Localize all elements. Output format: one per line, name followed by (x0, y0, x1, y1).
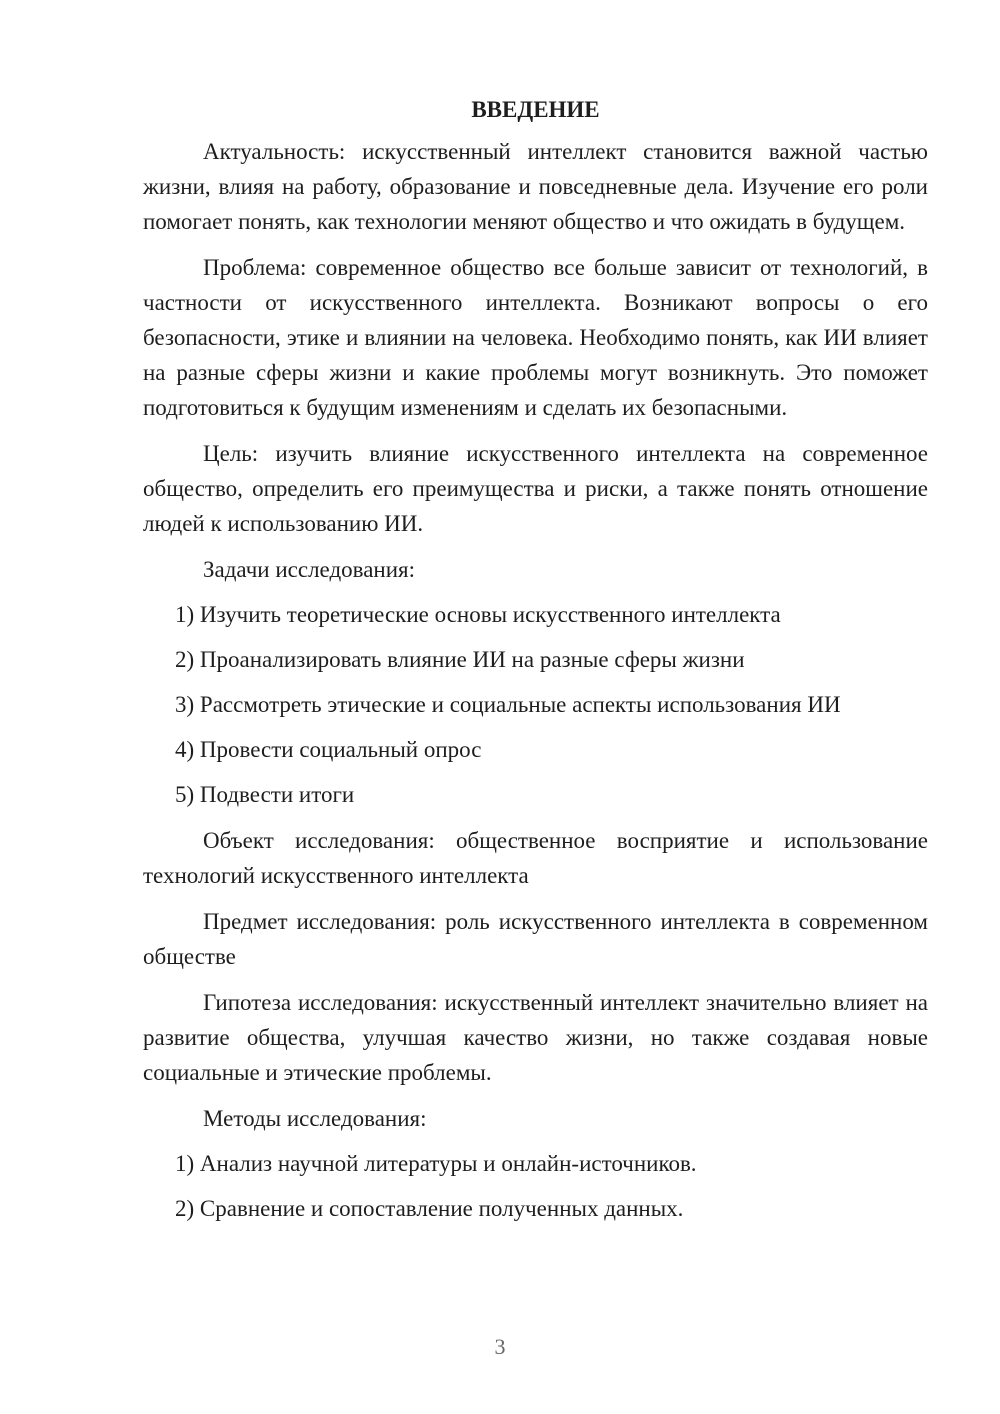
list-item: 2) Сравнение и сопоставление полученных данных. (175, 1196, 684, 1221)
tasks-heading: Задачи исследования: (203, 557, 416, 582)
subject-paragraph: Предмет исследования: роль искусственного интеллекта в современном обществе (143, 909, 928, 969)
section-title: ВВЕДЕНИЕ (471, 97, 600, 122)
list-item: 5) Подвести итоги (175, 782, 355, 807)
list-item: 1) Изучить теоретические основы искусственного интеллекта (175, 602, 781, 627)
object-paragraph: Объект исследования: общественное восприятие и использование технологий искусственного интеллекта (143, 828, 928, 888)
list-item: 2) Проанализировать влияние ИИ на разные сферы жизни (175, 647, 745, 672)
relevance-paragraph: Актуальность: искусственный интеллект становится важной частью жизни, влияя на работу, образование и повседневные дела. Изучение его роли помогает понять, как технологии меняют общество и что ожидать в будущем. (143, 139, 928, 234)
list-item: 1) Анализ научной литературы и онлайн-источников. (175, 1151, 697, 1176)
page-content (143, 96, 928, 1226)
methods-heading: Методы исследования: (203, 1106, 427, 1131)
page-number: 3 (494, 1334, 506, 1359)
list-item: 4) Провести социальный опрос (175, 737, 482, 762)
problem-paragraph: Проблема: современное общество все больше зависит от технологий, в частности от искусственного интеллекта. Возникают вопросы о его безопасности, этике и влиянии на человека. Необходимо понять, как ИИ влияет на разные сферы жизни и какие проблемы могут возникнуть. Это поможет подготовиться к будущим изменениям и сделать их безопасными. (143, 255, 928, 420)
hypothesis-paragraph: Гипотеза исследования: искусственный интеллект значительно влияет на развитие общества, улучшая качество жизни, но также создавая новые социальные и этические проблемы. (143, 990, 928, 1085)
list-item: 3) Рассмотреть этические и социальные аспекты использования ИИ (175, 692, 841, 717)
goal-paragraph: Цель: изучить влияние искусственного интеллекта на современное общество, определить его преимущества и риски, а также понять отношение людей к использованию ИИ. (143, 441, 928, 536)
